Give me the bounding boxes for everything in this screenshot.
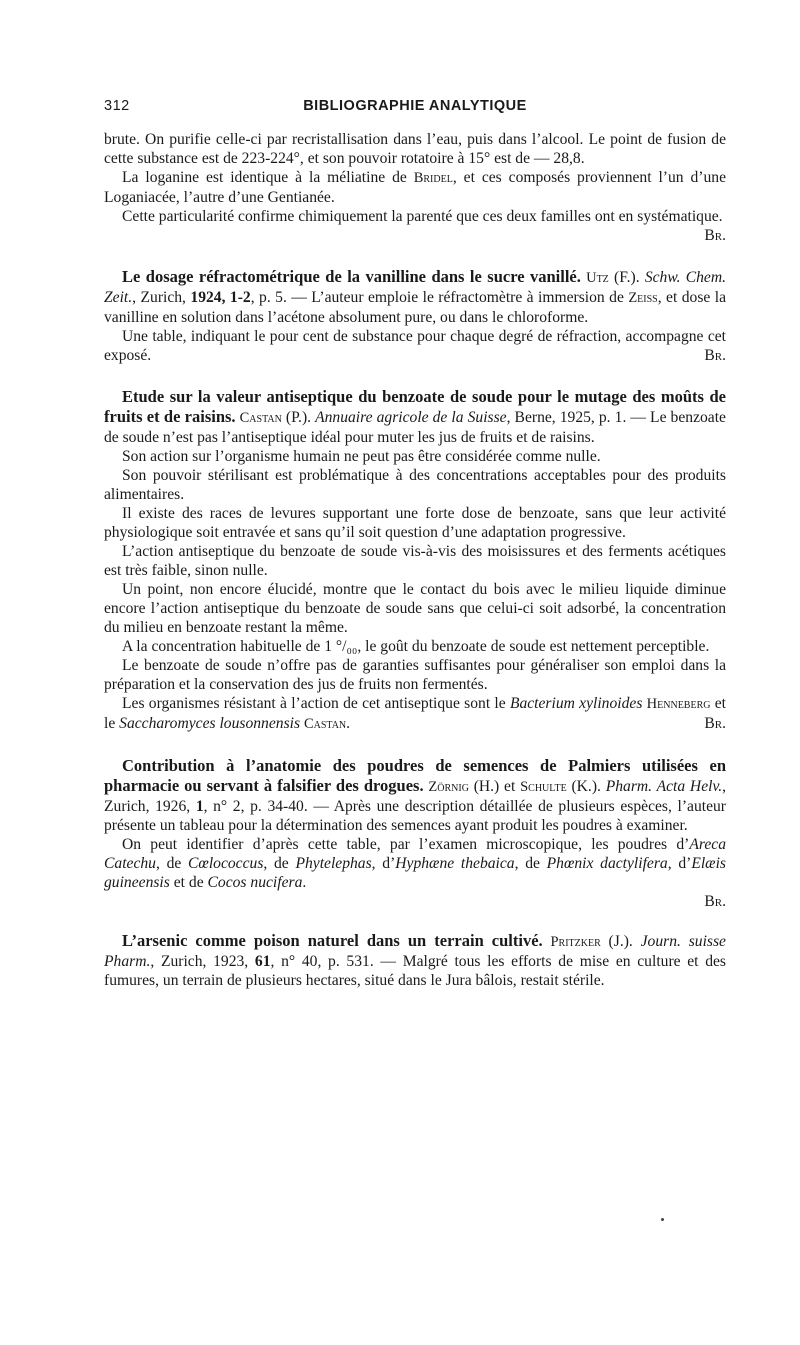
bibliography-entry bbox=[104, 267, 726, 365]
paragraph: On peut identifier d’après cette table, par l’examen microscopique, les poudres d’Areca Catechu, de Cœlococcus, de Phytelephas, d’Hyphæne thebaica, de Phœnix dactylifera, d’Elæis guineensis et de Cocos nucifera. bbox=[104, 836, 726, 891]
entry-title: Le dosage réfractométrique de la vanilline dans le sucre vanillé. bbox=[122, 267, 581, 286]
paragraph: Un point, non encore élucidé, montre que le contact du bois avec le milieu liquide diminue encore l’action antiseptique du benzoate de soude sans que celui-ci soit adsorbé, la concentration du milieu en benzoate restant la même. bbox=[104, 581, 726, 636]
paragraph: L’action antiseptique du benzoate de soude vis-à-vis des moisissures et des ferments acétiques est très faible, sinon nulle. bbox=[104, 543, 726, 579]
author-name: Bridel bbox=[413, 170, 453, 186]
print-speck bbox=[661, 1218, 664, 1221]
entry-heading: Contribution à l’anatomie des poudres de semences de Palmiers utilisées en pharmacie ou servant à falsifier des drogues. Zörnig (H.) et Schulte (K.). Pharm. Acta Helv., Zurich, 1926, 1, n° 2, p. 34-40. — Après une description détaillée de plusieurs espèces, l’auteur présente un tableau pour la détermination des semences ayant produit les poudres à examiner. bbox=[104, 756, 727, 834]
paragraph: Le benzoate de soude n’offre pas de garanties suffisantes pour généraliser son emploi dans la préparation et la conservation des jus de fruits non fermentés. bbox=[104, 657, 726, 693]
journal-name: Journ. suisse Pharm. bbox=[104, 933, 726, 970]
author-name: Castan bbox=[303, 716, 347, 732]
entry-heading: L’arsenic comme poison naturel dans un terrain cultivé. Pritzker (J.). Journ. suisse Pharm., Zurich, 1923, 61, n° 40, p. 531. — Malgré tous les efforts de mise en culture et des fumures, un terrain de plusieurs hectares, situé dans le Jura bâlois, restait stérile. bbox=[104, 931, 726, 989]
page-header bbox=[104, 98, 726, 114]
entry-continued bbox=[104, 130, 726, 245]
entry-heading: Etude sur la valeur antiseptique du benzoate de soude pour le mutage des moûts de fruits et de raisins. Castan (P.). Annuaire agricole de la Suisse, Berne, 1925, p. 1. — Le benzoate de soude n’est pas l’antiseptique idéal pour muter les jus de fruits et de raisins. bbox=[104, 387, 726, 446]
species-name: Saccharomyces lousonnensis bbox=[119, 715, 301, 732]
author-name: Zeiss bbox=[628, 290, 658, 306]
journal-name: Schw. Chem. Zeit. bbox=[104, 269, 726, 306]
signature: Br. bbox=[704, 715, 726, 732]
paragraph: Les organismes résistant à l’action de cet antiseptique sont le Bacterium xylinoides Henneberg et le Saccharomyces lousonnensis Castan. Br. bbox=[104, 695, 727, 732]
paragraph: Une table, indiquant le pour cent de substance pour chaque degré de réfraction, accompagne cet exposé. Br. bbox=[104, 328, 726, 364]
article-body bbox=[104, 130, 726, 990]
author-name: Henneberg bbox=[646, 696, 711, 712]
paragraph: A la concentration habituelle de 1 °/₀₀, le goût du benzoate de soude est nettement perceptible. bbox=[122, 638, 710, 655]
entry-title: Etude sur la valeur antiseptique du benzoate de soude pour le mutage des moûts de fruits et de raisins. bbox=[104, 387, 726, 426]
bibliography-entry bbox=[104, 387, 726, 734]
running-title: BIBLIOGRAPHIE ANALYTIQUE bbox=[303, 98, 527, 114]
signature: Br. bbox=[704, 893, 726, 910]
entry-heading: Le dosage réfractométrique de la vanilline dans le sucre vanillé. Utz (F.). Schw. Chem. Zeit., Zurich, 1924, 1-2, p. 5. — L’auteur emploie le réfractomètre à immersion de Zeiss, et dose la vanilline en solution dans l’acétone absolument pure, ou dans le chloroforme. bbox=[104, 267, 726, 326]
signature: Br. bbox=[704, 227, 726, 244]
paragraph: Cette particularité confirme chimiquement la parenté que ces deux familles ont en systématique. Br. bbox=[122, 208, 726, 244]
bibliography-entry bbox=[104, 931, 726, 990]
author-name: Pritzker bbox=[550, 934, 601, 950]
paragraph: Son action sur l’organisme humain ne peut pas être considérée comme nulle. bbox=[122, 448, 601, 465]
author-name: Utz bbox=[586, 270, 609, 286]
entry-title: Contribution à l’anatomie des poudres de semences de Palmiers utilisées en pharmacie ou servant à falsifier des drogues. bbox=[104, 756, 726, 795]
entry-title: L’arsenic comme poison naturel dans un terrain cultivé. bbox=[122, 931, 543, 950]
author-name: Schulte bbox=[520, 779, 567, 795]
signature: Br. bbox=[704, 347, 726, 364]
journal-name: Annuaire agricole de la Suisse bbox=[315, 409, 507, 426]
page-number: 312 bbox=[104, 98, 130, 114]
paragraph: Son pouvoir stérilisant est problématique à des concentrations acceptables pour des produits alimentaires. bbox=[104, 467, 726, 503]
species-name: Bacterium xylinoides bbox=[509, 695, 643, 712]
bibliography-entry bbox=[104, 756, 726, 911]
author-name: Zörnig bbox=[428, 779, 469, 795]
paragraph: Il existe des races de levures supportant une forte dose de benzoate, sans que leur activité physiologique soit entravée et sans qu’il soit question d’une adaptation progressive. bbox=[104, 505, 726, 541]
paragraph: brute. On purifie celle-ci par recristallisation dans l’eau, puis dans l’alcool. Le point de fusion de cette substance est de 223-224°, et son pouvoir rotatoire à 15° est de — 28,8. bbox=[104, 131, 726, 167]
journal-name: Pharm. Acta Helv. bbox=[605, 778, 723, 795]
author-name: Castan bbox=[239, 410, 282, 426]
paragraph: La loganine est identique à la méliatine de Bridel, et ces composés proviennent l’un d’une Loganiacée, l’autre d’une Gentianée. bbox=[104, 169, 726, 206]
